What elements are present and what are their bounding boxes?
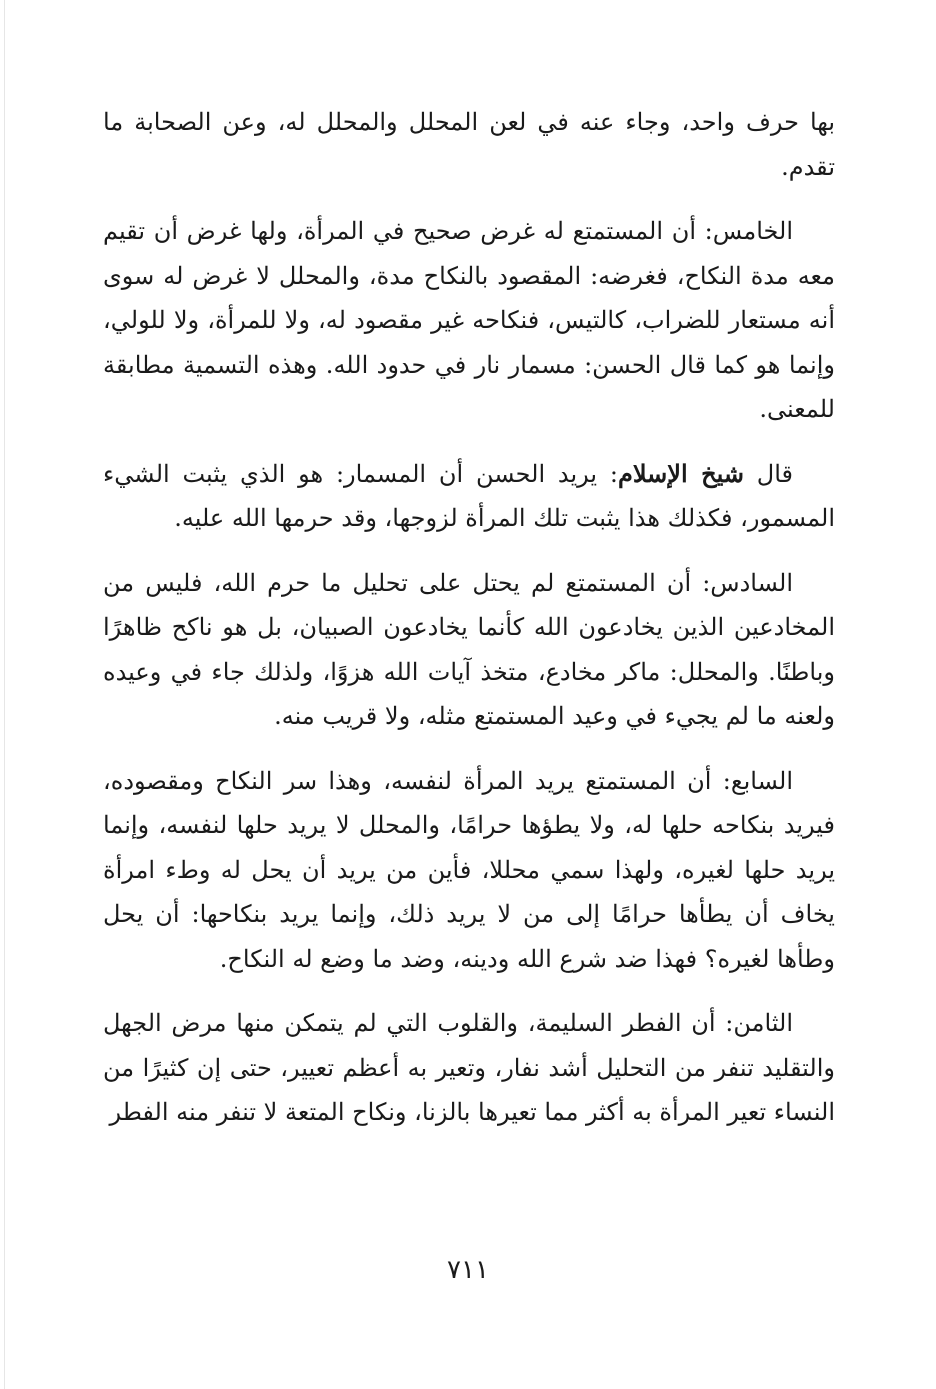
paragraph-seventh bbox=[103, 759, 835, 982]
paragraph-prefix: قال bbox=[744, 459, 794, 488]
paragraph-text: السابع: أن المستمتع يريد المرأة لنفسه، وهذا سر النكاح ومقصوده، فيريد بنكاحه حلها له، ولا يطؤها حرامًا، والمحلل لا يريد حلها لنفسه، وإنما يريد حلها لغيره، ولهذا سمي محللا، فأين من يريد أن يحل له وطء امرأة يخاف أن يطأها حرامًا إلى من لا يريد ذلك، وإنما يريد بنكاحها: أن يحل وطأها لغيره؟ فهذا ضد شرع الله ودينه، وضد ما وضع له النكاح. bbox=[103, 766, 835, 973]
paragraph-sheikh-quote bbox=[103, 452, 835, 541]
paragraph-text: السادس: أن المستمتع لم يحتل على تحليل ما حرم الله، فليس من المخادعين الذين يخادعون الله كأنما يخادعون الصبيان، بل هو ناكح ظاهرًا وباطنًا. والمحلل: ماكر مخادع، متخذ آيات الله هزوًا، ولذلك جاء في وعيده ولعنه ما لم يجيء في وعيد المستمتع مثله، ولا قريب منه. bbox=[103, 568, 835, 730]
paragraph-text: بها حرف واحد، وجاء عنه في لعن المحلل والمحلل له، وعن الصحابة ما تقدم. bbox=[103, 108, 835, 181]
paragraph-eighth bbox=[103, 1001, 835, 1135]
page-number: ٧١١ bbox=[447, 1255, 489, 1285]
paragraph-text: الخامس: أن المستمتع له غرض صحيح في المرأة، ولها غرض أن تقيم معه مدة النكاح، فغرضه: المقصود بالنكاح مدة، والمحلل لا غرض له سوى أنه مستعار للضراب، كالتيس، فنكاحه غير مقصود له، ولا للمرأة، ولا للولي، وإنما هو كما قال الحسن: مسمار نار في حدود الله. وهذه التسمية مطابقة للمعنى. bbox=[103, 217, 836, 423]
paragraph-sixth bbox=[103, 561, 835, 739]
paragraph-text: : يريد الحسن أن المسمار: هو الذي يثبت الشيء المسمور، فكذلك هذا يثبت تلك المرأة لزوجها، وقد حرمها الله عليه. bbox=[103, 459, 835, 532]
document-body bbox=[103, 100, 835, 1155]
paragraph-fifth bbox=[103, 209, 835, 432]
paragraph-continuation bbox=[103, 100, 835, 189]
paragraph-text: الثامن: أن الفطر السليمة، والقلوب التي لم يتمكن منها مرض الجهل والتقليد تنفر من التحليل أشد نفار، وتعير به أعظم تعيير، حتى إن كثيرًا من النساء تعير المرأة به أكثر مما تعيرها بالزنا، ونكاح المتعة لا تنفر منه الفطر bbox=[103, 1009, 835, 1126]
sheikh-al-islam-label: شيخ الإسلام bbox=[617, 458, 744, 488]
scan-margin-line bbox=[4, 0, 5, 1389]
